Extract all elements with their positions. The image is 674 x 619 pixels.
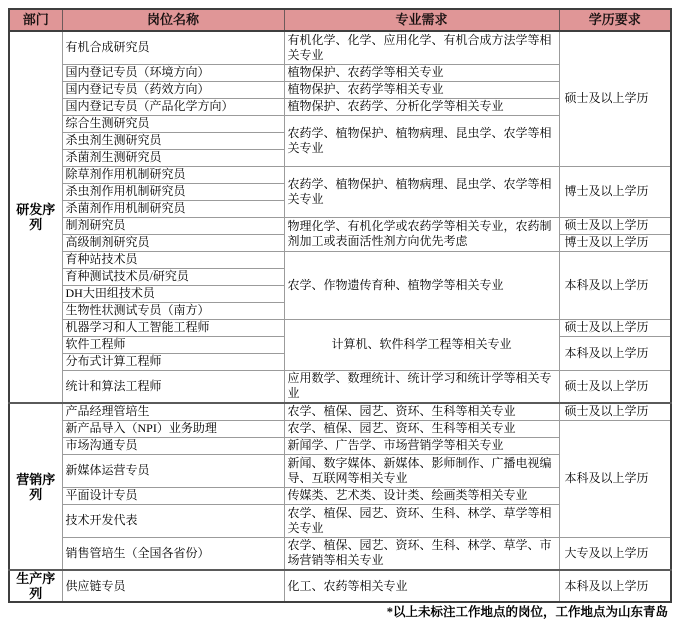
education-cell: 博士及以上学历	[559, 166, 671, 217]
position-cell: 软件工程师	[62, 336, 284, 353]
major-cell: 农学、植保、园艺、资环、生科等相关专业	[284, 403, 559, 420]
department-cell: 营销序列	[9, 403, 62, 570]
education-cell: 本科及以上学历	[559, 420, 671, 537]
major-cell: 植物保护、农药学等相关专业	[284, 81, 559, 98]
education-cell: 硕士及以上学历	[559, 370, 671, 403]
major-cell: 传媒类、艺术类、设计类、绘画类等相关专业	[284, 487, 559, 504]
table-row	[9, 251, 671, 268]
major-cell: 农学、作物遗传育种、植物学等相关专业	[284, 251, 559, 319]
position-cell: 平面设计专员	[62, 487, 284, 504]
header-cell-3: 学历要求	[559, 9, 671, 31]
job-positions-table	[8, 8, 672, 603]
table-row	[9, 370, 671, 403]
major-cell: 新闻学、广告学、市场营销学等相关专业	[284, 437, 559, 454]
position-cell: 机器学习和人工智能工程师	[62, 319, 284, 336]
table-row	[9, 403, 671, 420]
position-cell: 有机合成研究员	[62, 31, 284, 64]
table-row	[9, 319, 671, 336]
position-cell: 国内登记专员（药效方向）	[62, 81, 284, 98]
position-cell: 育种测试技术员/研究员	[62, 268, 284, 285]
education-cell: 硕士及以上学历	[559, 403, 671, 420]
header-cell-2: 专业需求	[284, 9, 559, 31]
major-cell: 有机化学、化学、应用化学、有机合成方法学等相关专业	[284, 31, 559, 64]
position-cell: 新媒体运营专员	[62, 454, 284, 487]
position-cell: DH大田组技术员	[62, 285, 284, 302]
header-cell-1: 岗位名称	[62, 9, 284, 31]
position-cell: 杀虫剂作用机制研究员	[62, 183, 284, 200]
position-cell: 市场沟通专员	[62, 437, 284, 454]
education-cell: 硕士及以上学历	[559, 319, 671, 336]
position-cell: 国内登记专员（环境方向）	[62, 64, 284, 81]
education-cell: 博士及以上学历	[559, 234, 671, 251]
table-row	[9, 166, 671, 183]
table-row	[9, 570, 671, 602]
header-row	[9, 9, 671, 31]
major-cell: 植物保护、农药学等相关专业	[284, 64, 559, 81]
major-cell: 植物保护、农药学、分析化学等相关专业	[284, 98, 559, 115]
major-cell: 农药学、植物保护、植物病理、昆虫学、农学等相关专业	[284, 166, 559, 217]
education-cell: 本科及以上学历	[559, 251, 671, 319]
position-cell: 分布式计算工程师	[62, 353, 284, 370]
major-cell: 农学、植保、园艺、资环、生科、林学、草学、市场营销等相关专业	[284, 537, 559, 570]
department-cell: 研发序列	[9, 31, 62, 403]
major-cell: 农药学、植物保护、植物病理、昆虫学、农学等相关专业	[284, 115, 559, 166]
table-row	[9, 217, 671, 234]
major-cell: 新闻、数字媒体、新媒体、影师制作、广播电视编导、互联网等相关专业	[284, 454, 559, 487]
position-cell: 统计和算法工程师	[62, 370, 284, 403]
position-cell: 技术开发代表	[62, 504, 284, 537]
education-cell: 本科及以上学历	[559, 336, 671, 370]
position-cell: 杀菌剂作用机制研究员	[62, 200, 284, 217]
education-cell: 硕士及以上学历	[559, 217, 671, 234]
position-cell: 除草剂作用机制研究员	[62, 166, 284, 183]
position-cell: 杀虫剂生测研究员	[62, 132, 284, 149]
position-cell: 制剂研究员	[62, 217, 284, 234]
education-cell: 本科及以上学历	[559, 570, 671, 602]
department-cell: 生产序列	[9, 570, 62, 602]
table-row	[9, 537, 671, 570]
header-cell-0: 部门	[9, 9, 62, 31]
major-cell: 农学、植保、园艺、资环、生科等相关专业	[284, 420, 559, 437]
major-cell: 计算机、软件科学工程等相关专业	[284, 319, 559, 370]
position-cell: 产品经理管培生	[62, 403, 284, 420]
major-cell: 化工、农药等相关专业	[284, 570, 559, 602]
table-body	[9, 31, 671, 602]
education-cell: 大专及以上学历	[559, 537, 671, 570]
position-cell: 杀菌剂生测研究员	[62, 149, 284, 166]
footnote: *以上未标注工作地点的岗位，工作地点为山东青岛	[386, 605, 668, 619]
position-cell: 高级制剂研究员	[62, 234, 284, 251]
position-cell: 供应链专员	[62, 570, 284, 602]
major-cell: 物理化学、有机化学或农药学等相关专业，农药制剂加工或表面活性剂方向优先考虑	[284, 217, 559, 251]
education-cell: 硕士及以上学历	[559, 31, 671, 166]
position-cell: 综合生测研究员	[62, 115, 284, 132]
position-cell: 销售管培生（全国各省份）	[62, 537, 284, 570]
table-row	[9, 420, 671, 437]
major-cell: 应用数学、数理统计、统计学习和统计学等相关专业	[284, 370, 559, 403]
position-cell: 新产品导入（NPI）业务助理	[62, 420, 284, 437]
table-row	[9, 31, 671, 64]
major-cell: 农学、植保、园艺、资环、生科、林学、草学等相关专业	[284, 504, 559, 537]
position-cell: 育种站技术员	[62, 251, 284, 268]
position-cell: 国内登记专员（产品化学方向）	[62, 98, 284, 115]
position-cell: 生物性状测试专员（南方）	[62, 302, 284, 319]
